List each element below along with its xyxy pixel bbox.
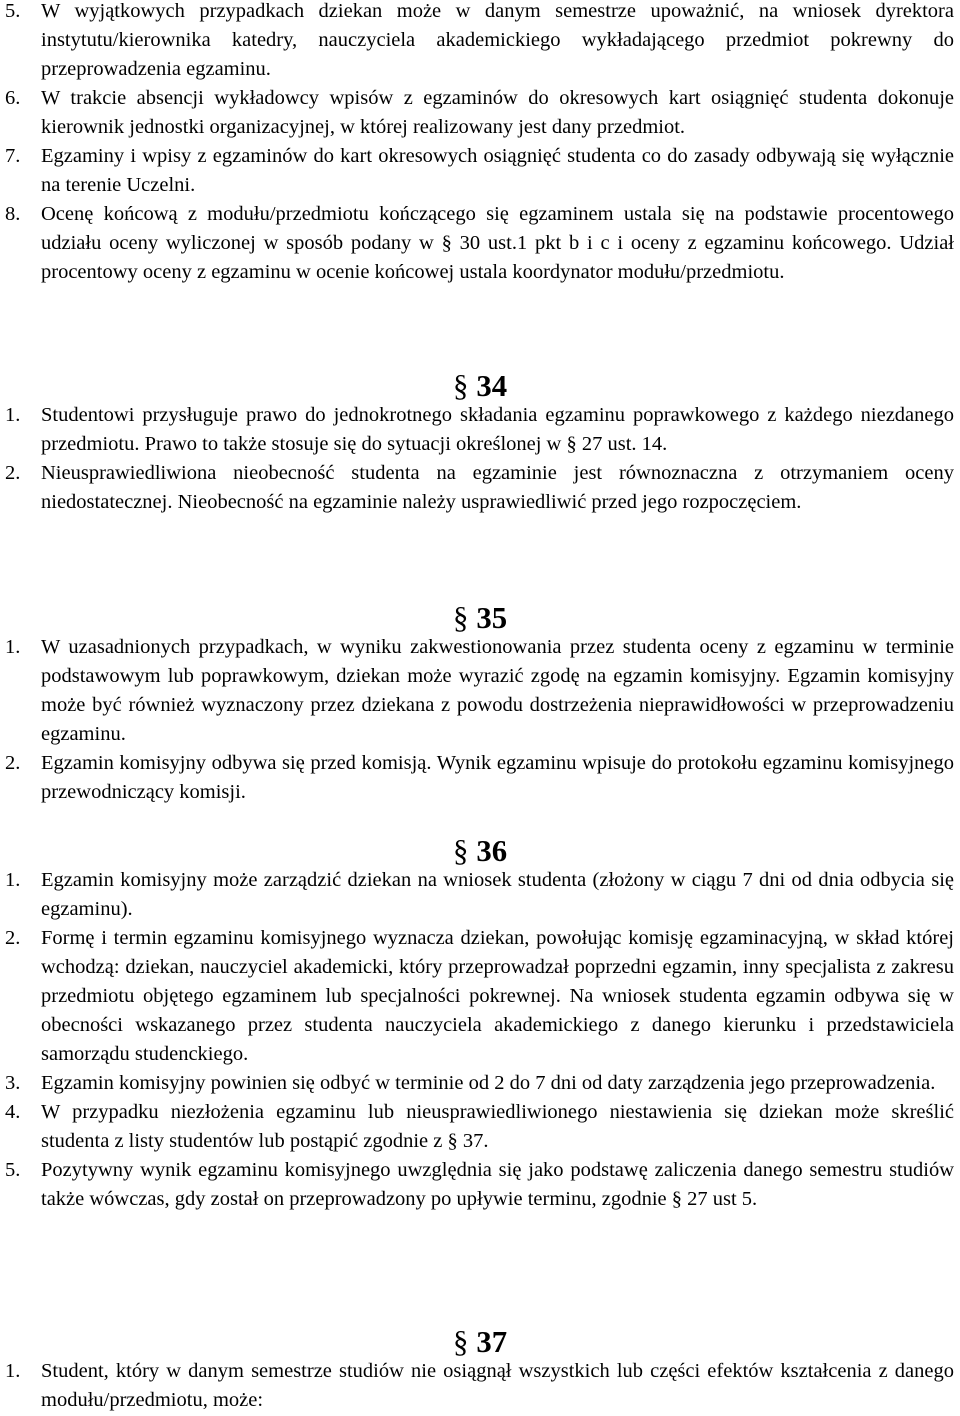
item-number: 7.	[5, 145, 21, 167]
list-item	[0, 142, 960, 200]
section-heading	[0, 601, 960, 635]
item-text: Pozytywny wynik egzaminu komisyjnego uwzględnia się jako podstawę zaliczenia danego semestru studiów także wówczas, gdy został on przeprowadzony po upływie terminu, zgodnie § 27 ust 5.	[41, 1159, 954, 1210]
list-item	[0, 924, 960, 1069]
item-number: 2.	[5, 462, 21, 484]
item-number: 2.	[5, 752, 21, 774]
item-number: 6.	[5, 87, 21, 109]
item-number: 1.	[5, 404, 21, 426]
section-37	[0, 1325, 960, 1415]
list-item	[0, 459, 960, 517]
item-number: 1.	[5, 1360, 21, 1382]
item-text: Studentowi przysługuje prawo do jednokrotnego składania egzaminu poprawkowego z każdego niezdanego przedmiotu. Prawo to także stosuje się do sytuacji określonej w § 27 ust. 14.	[41, 404, 954, 455]
section-sign: §	[452, 834, 469, 868]
numbered-list	[0, 866, 960, 1214]
item-number: 3.	[5, 1072, 21, 1094]
item-number: 2.	[5, 927, 21, 949]
section-35	[0, 601, 960, 807]
item-number: 4.	[5, 1101, 21, 1123]
numbered-list	[0, 1357, 960, 1415]
list-item	[0, 866, 960, 924]
section-sign: §	[452, 1325, 469, 1359]
item-text: Nieusprawiedliwiona nieobecność studenta na egzaminie jest równoznaczna z otrzymaniem oceny niedostatecznej. Nieobecność na egzaminie należy usprawiedliwić przed jego rozpoczęciem.	[41, 462, 954, 513]
list-item	[0, 1098, 960, 1156]
item-text: W przypadku niezłożenia egzaminu lub nieusprawiedliwionego niestawienia się dziekan może skreślić studenta z listy studentów lub postąpić zgodnie z § 37.	[41, 1101, 954, 1152]
list-item	[0, 401, 960, 459]
item-text: Formę i termin egzaminu komisyjnego wyznacza dziekan, powołując komisję egzaminacyjną, w skład której wchodzą: dziekan, nauczyciel akademicki, który przeprowadzał poprzedni egzamin, inny specjalista z zakresu przedmiotu objętego egzaminem lub specjalności pokrewnej. Na wniosek studenta egzamin odbywa się w obecności wskazanego przez studenta nauczyciela akademickiego z danego kierunku i przedstawiciela samorządu studenckiego.	[41, 927, 954, 1065]
list-item	[0, 84, 960, 142]
item-text: Egzamin komisyjny może zarządzić dziekan na wniosek studenta (złożony w ciągu 7 dni od dnia odbycia się egzaminu).	[41, 869, 954, 920]
list-item	[0, 0, 960, 84]
item-number: 5.	[5, 0, 21, 22]
section-sign: §	[452, 369, 469, 403]
item-text: Egzamin komisyjny powinien się odbyć w terminie od 2 do 7 dni od daty zarządzenia jego przeprowadzenia.	[41, 1072, 936, 1094]
numbered-list	[0, 0, 960, 287]
section-number: 37	[476, 1325, 508, 1359]
item-number: 8.	[5, 203, 21, 225]
numbered-list	[0, 401, 960, 517]
item-text: W trakcie absencji wykładowcy wpisów z egzaminów do okresowych kart osiągnięć studenta dokonuje kierownik jednostki organizacyjnej, w której realizowany jest dany przedmiot.	[41, 87, 954, 138]
item-text: W wyjątkowych przypadkach dziekan może w danym semestrze upoważnić, na wniosek dyrektora instytutu/kierownika katedry, nauczyciela akademickiego wykładającego przedmiot pokrewny do przeprowadzenia egzaminu.	[41, 0, 954, 80]
item-number: 5.	[5, 1159, 21, 1181]
item-text: W uzasadnionych przypadkach, w wyniku zakwestionowania przez studenta oceny z egzaminu w terminie podstawowym lub poprawkowym, dziekan może wyrazić zgodę na egzamin komisyjny. Egzamin komisyjny może być również wyznaczony przez dziekana z powodu dostrzeżenia nieprawidłowości w przeprowadzeniu egzaminu.	[41, 636, 954, 745]
section-number: 35	[476, 601, 508, 635]
paragraph-block	[0, 0, 960, 287]
list-item	[0, 633, 960, 749]
item-number: 1.	[5, 869, 21, 891]
list-item	[0, 1156, 960, 1214]
list-item	[0, 749, 960, 807]
numbered-list	[0, 633, 960, 807]
section-sign: §	[452, 601, 469, 635]
section-heading	[0, 369, 960, 403]
item-text: Egzaminy i wpisy z egzaminów do kart okresowych osiągnięć studenta co do zasady odbywają się wyłącznie na terenie Uczelni.	[41, 145, 954, 196]
item-number: 1.	[5, 636, 21, 658]
item-text: Egzamin komisyjny odbywa się przed komisją. Wynik egzaminu wpisuje do protokołu egzaminu komisyjnego przewodniczący komisji.	[41, 752, 954, 803]
item-text: Ocenę końcową z modułu/przedmiotu kończącego się egzaminem ustala się na podstawie procentowego udziału oceny wyliczonej w sposób podany w § 30 ust.1 pkt b i c i oceny z egzaminu końcowego. Udział procentowy oceny z egzaminu w ocenie końcowej ustala koordynator modułu/przedmiotu.	[41, 203, 954, 283]
list-item	[0, 1357, 960, 1415]
section-heading	[0, 1325, 960, 1359]
section-34	[0, 369, 960, 517]
section-number: 34	[476, 369, 508, 403]
item-text: Student, który w danym semestrze studiów nie osiągnął wszystkich lub części efektów kształcenia z danego modułu/przedmiotu, może:	[41, 1360, 954, 1411]
section-36	[0, 834, 960, 1214]
list-item	[0, 1069, 960, 1098]
list-item	[0, 200, 960, 287]
section-number: 36	[476, 834, 508, 868]
section-heading	[0, 834, 960, 868]
